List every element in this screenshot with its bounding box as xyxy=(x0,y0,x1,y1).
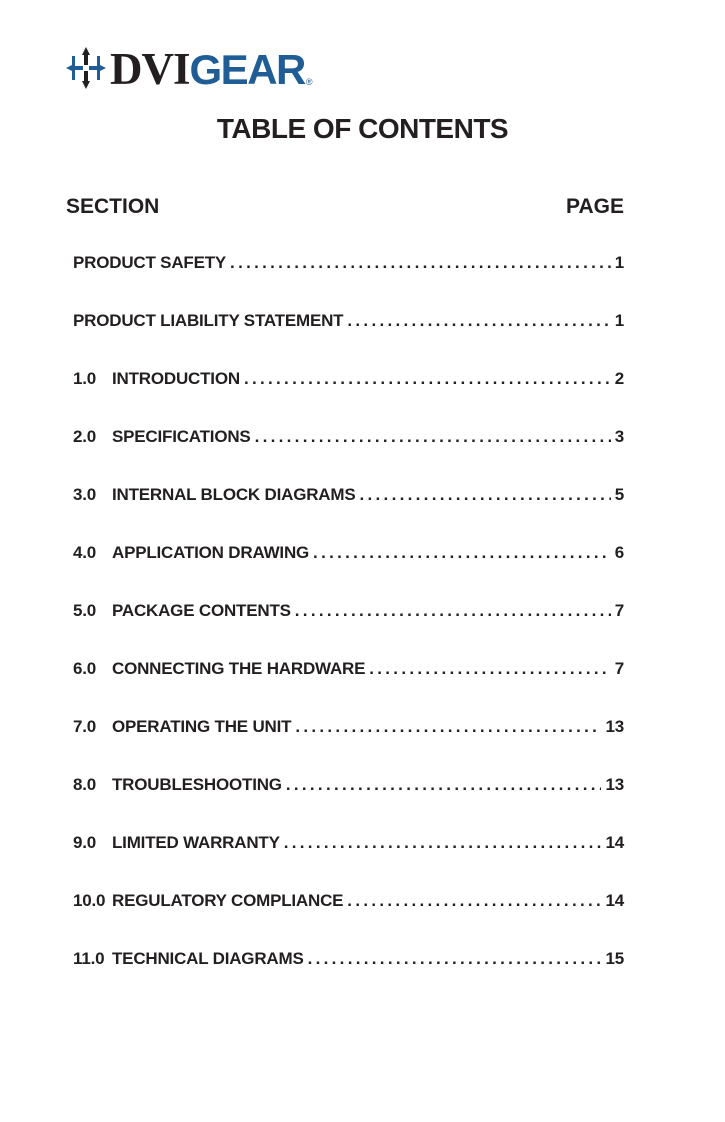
toc-entry-number: 4.0 xyxy=(73,543,97,562)
toc-entry-label: TECHNICAL DIAGRAMS xyxy=(112,949,304,968)
page-title: TABLE OF CONTENTS xyxy=(216,113,509,144)
toc-entry-number: 11.0 xyxy=(73,949,105,968)
dot-leader xyxy=(313,543,611,563)
toc-entry-page: 1 xyxy=(614,253,624,272)
toc-entry-page: 5 xyxy=(614,485,624,504)
toc-entry-number: 8.0 xyxy=(73,775,97,794)
toc-entry-block-diagrams[interactable] xyxy=(73,485,624,543)
toc-entry-page: 14 xyxy=(605,833,624,852)
toc-entry-label: INTERNAL BLOCK DIAGRAMS xyxy=(112,485,356,504)
toc-entry-product-safety[interactable] xyxy=(73,253,624,311)
dot-leader xyxy=(244,369,611,389)
toc-entry-operating-unit[interactable] xyxy=(73,717,624,775)
toc-entry-label: APPLICATION DRAWING xyxy=(112,543,310,562)
logo-wordmark xyxy=(110,44,305,94)
toc-entry-page: 1 xyxy=(614,311,624,330)
dot-leader xyxy=(347,891,601,911)
dot-leader xyxy=(295,601,611,621)
toc-entry-label: LIMITED WARRANTY xyxy=(112,833,280,852)
toc-entry-number: 7.0 xyxy=(73,717,97,736)
toc-entry-package-contents[interactable] xyxy=(73,601,624,659)
toc-entry-page: 13 xyxy=(605,775,624,794)
page-column-header: PAGE xyxy=(566,195,624,218)
toc-entry-label: PRODUCT SAFETY xyxy=(73,253,227,272)
section-column-header: SECTION xyxy=(66,195,160,218)
toc-entry-page: 14 xyxy=(605,891,624,910)
toc-entry-label: CONNECTING THE HARDWARE xyxy=(112,659,366,678)
toc-entry-label: TROUBLESHOOTING xyxy=(112,775,282,794)
registered-mark: ® xyxy=(305,77,313,87)
dot-leader xyxy=(286,775,602,795)
dot-leader xyxy=(284,833,602,853)
dot-leader xyxy=(295,717,601,737)
toc-entry-application-drawing[interactable] xyxy=(73,543,624,601)
toc-entry-troubleshooting[interactable] xyxy=(73,775,624,833)
toc-entry-label: OPERATING THE UNIT xyxy=(112,717,292,736)
logo-gear-text: GEAR xyxy=(189,46,305,93)
toc-entry-page: 15 xyxy=(605,949,624,968)
dot-leader xyxy=(369,659,611,679)
toc-entry-number: 3.0 xyxy=(73,485,97,504)
toc-entry-number: 5.0 xyxy=(73,601,97,620)
toc-entry-page: 7 xyxy=(614,601,624,620)
toc-entry-number: 6.0 xyxy=(73,659,97,678)
toc-entry-label: INTRODUCTION xyxy=(112,369,240,388)
toc-entry-number: 2.0 xyxy=(73,427,97,446)
toc-entry-label: SPECIFICATIONS xyxy=(112,427,251,446)
toc-entry-label: PACKAGE CONTENTS xyxy=(112,601,291,620)
toc-entry-page: 7 xyxy=(614,659,624,678)
toc-entry-number: 1.0 xyxy=(73,369,97,388)
toc-entry-label: REGULATORY COMPLIANCE xyxy=(112,891,344,910)
logo-dvi-text: DVI xyxy=(110,44,190,94)
brand-logo xyxy=(66,44,313,94)
toc-list xyxy=(73,253,624,1007)
dot-leader xyxy=(347,311,610,331)
toc-entry-product-liability[interactable] xyxy=(73,311,624,369)
toc-entry-limited-warranty[interactable] xyxy=(73,833,624,891)
toc-entry-number: 9.0 xyxy=(73,833,97,852)
toc-entry-page: 2 xyxy=(614,369,624,388)
dot-leader xyxy=(359,485,610,505)
toc-entry-label: PRODUCT LIABILITY STATEMENT xyxy=(73,311,344,330)
toc-entry-introduction[interactable] xyxy=(73,369,624,427)
toc-entry-regulatory-compliance[interactable] xyxy=(73,891,624,949)
toc-entry-page: 6 xyxy=(614,543,624,562)
toc-entry-number: 10.0 xyxy=(73,891,106,910)
toc-entry-specifications[interactable] xyxy=(73,427,624,485)
toc-entry-page: 13 xyxy=(605,717,624,736)
compass-cross-icon xyxy=(66,47,106,89)
dot-leader xyxy=(255,427,611,447)
dot-leader xyxy=(308,949,602,969)
toc-entry-technical-diagrams[interactable] xyxy=(73,949,624,1007)
toc-entry-page: 3 xyxy=(614,427,624,446)
dot-leader xyxy=(230,253,611,273)
toc-entry-connecting-hardware[interactable] xyxy=(73,659,624,717)
